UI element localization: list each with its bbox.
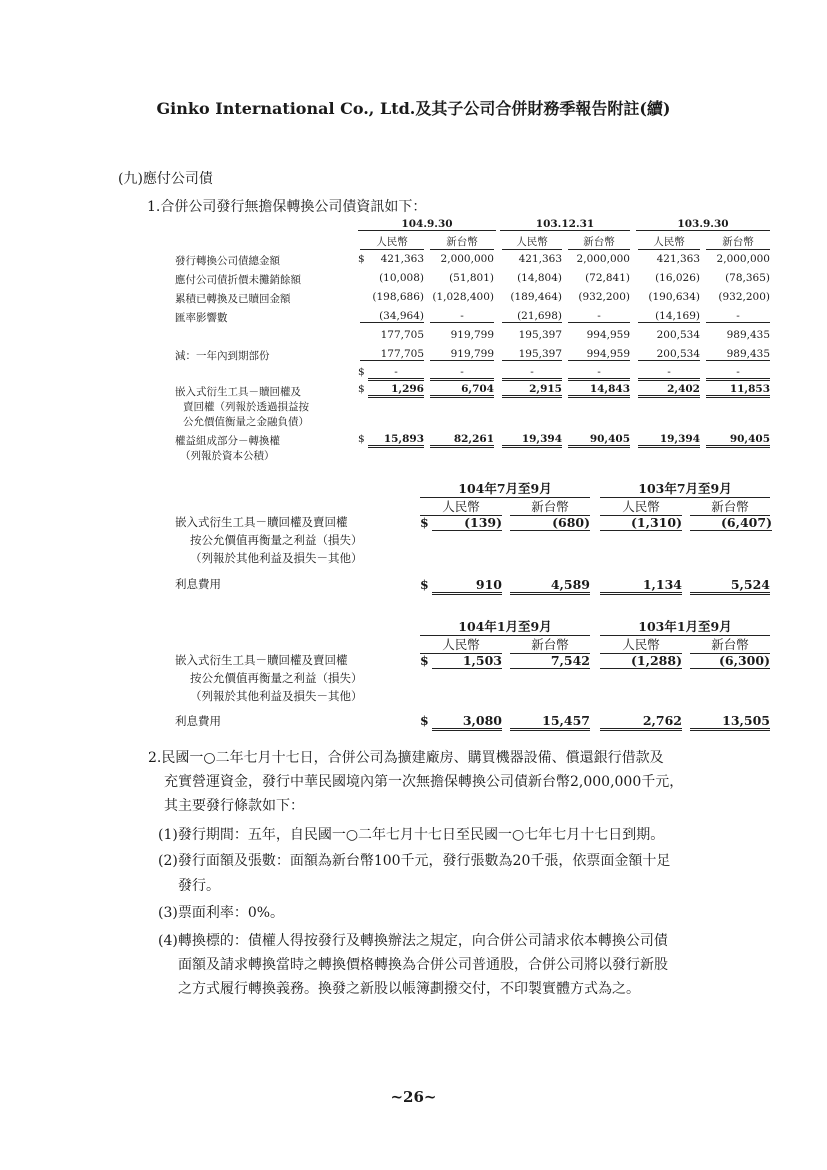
- table-cell: 989,435: [726, 329, 770, 341]
- table-cell: 1,503: [432, 653, 502, 669]
- period-header: 104年7月至9月: [420, 479, 590, 498]
- table-cell: (680): [510, 515, 590, 531]
- table-cell: (1,288): [600, 653, 682, 669]
- table-cell: -: [568, 366, 630, 381]
- section-heading: (九)應付公司債: [118, 171, 213, 187]
- table-cell: -: [502, 366, 562, 381]
- table-cell: 11,853: [706, 383, 770, 398]
- table-cell: -: [706, 310, 770, 323]
- term-item: 發行。: [178, 878, 220, 894]
- column-header: 人民幣: [502, 234, 562, 250]
- table-cell: 19,394: [638, 433, 700, 448]
- currency-symbol: $: [420, 653, 429, 668]
- row-label: 減：一年內到期部份: [175, 350, 270, 362]
- table-cell: 919,799: [450, 329, 494, 341]
- table-cell: (21,698): [502, 310, 562, 323]
- table-cell: 2,000,000: [440, 253, 494, 265]
- period-header: 103.12.31: [500, 218, 630, 231]
- table-cell: 421,363: [380, 253, 424, 265]
- row-label: 權益組成部分－轉換權: [175, 435, 280, 447]
- paragraph-line: 2.民國一○二年七月十七日，合併公司為擴建廠房、購買機器設備、償還銀行借款及: [148, 750, 664, 766]
- table-cell: 919,799: [430, 348, 494, 361]
- row-label: 嵌入式衍生工具－贖回權及賣回權: [175, 653, 348, 667]
- row-label: 賣回權（列報於透過損益按: [183, 401, 309, 413]
- table-cell: 15,457: [510, 713, 590, 731]
- row-label: （列報於其他利益及損失－其他）: [190, 551, 363, 565]
- column-header: 新台幣: [510, 635, 590, 654]
- table-cell: 2,402: [638, 383, 700, 398]
- column-header: 人民幣: [420, 635, 502, 654]
- period-header: 103年1月至9月: [600, 617, 770, 636]
- currency-symbol: $: [358, 253, 365, 265]
- term-item: (2)發行面額及張數：面額為新台幣100千元，發行張數為20千張，依票面金額十足: [158, 853, 671, 869]
- table-cell: 200,534: [638, 348, 700, 361]
- row-label: 按公允價值再衡量之利益（損失）: [190, 671, 363, 685]
- table-cell: 2,000,000: [576, 253, 630, 265]
- table-cell: 14,843: [568, 383, 630, 398]
- table-cell: (51,801): [449, 272, 494, 284]
- table-cell: (72,841): [585, 272, 630, 284]
- table-cell: -: [430, 366, 494, 381]
- paragraph-line: 充實營運資金，發行中華民國境內第一次無擔保轉換公司債新台幣2,000,000千元，: [164, 774, 684, 790]
- currency-symbol: $: [420, 713, 429, 728]
- table-cell: -: [638, 366, 700, 381]
- table-cell: (932,200): [578, 291, 630, 303]
- row-label: 利息費用: [175, 714, 221, 728]
- table-cell: (34,964): [360, 310, 424, 323]
- table-cell: 1,134: [600, 577, 682, 595]
- table-cell: 15,893: [368, 433, 424, 448]
- term-item: 之方式履行轉換義務。換發之新股以帳簿劃撥交付，不印製實體方式為之。: [178, 981, 640, 997]
- table-cell: 82,261: [430, 433, 494, 448]
- table-cell: 90,405: [706, 433, 770, 448]
- page-title: Ginko International Co., Ltd.及其子公司合併財務季報告附註(續): [156, 99, 671, 118]
- term-item: (4)轉換標的：債權人得按發行及轉換辦法之規定，向合併公司請求依本轉換公司債: [158, 933, 668, 949]
- term-item: (3)票面利率：0%。: [158, 905, 285, 921]
- table-cell: 90,405: [568, 433, 630, 448]
- row-label: 嵌入式衍生工具－贖回權及: [175, 386, 301, 398]
- table-cell: (14,169): [638, 310, 700, 323]
- table-cell: (6,300): [690, 653, 770, 669]
- table-cell: 910: [432, 577, 502, 595]
- row-label: （列報於資本公積）: [180, 450, 275, 462]
- table-cell: 994,959: [586, 329, 630, 341]
- period-header: 104.9.30: [358, 218, 496, 231]
- column-header: 人民幣: [420, 497, 502, 516]
- table-cell: 7,542: [510, 653, 590, 669]
- column-header: 新台幣: [690, 635, 770, 654]
- column-header: 人民幣: [600, 635, 682, 654]
- table-cell: 177,705: [360, 348, 424, 361]
- table-cell: (1,310): [600, 515, 682, 531]
- row-label: 嵌入式衍生工具－贖回權及賣回權: [175, 515, 348, 529]
- table-cell: 3,080: [432, 713, 502, 731]
- column-header: 新台幣: [510, 497, 590, 516]
- table-cell: (139): [432, 515, 502, 531]
- table-cell: 200,534: [656, 329, 700, 341]
- table-cell: (10,008): [379, 272, 424, 284]
- table-cell: (6,407): [690, 515, 772, 531]
- period-header: 103.9.30: [636, 218, 770, 231]
- currency-symbol: $: [358, 433, 365, 445]
- table-cell: -: [568, 310, 630, 323]
- term-item: 面額及請求轉換當時之轉換價格轉換為合併公司普通股，合併公司將以發行新股: [178, 957, 668, 973]
- row-label: 公允價值衡量之金融負債）: [183, 416, 309, 428]
- column-header: 新台幣: [706, 234, 770, 250]
- table-cell: (189,464): [510, 291, 562, 303]
- term-item: (1)發行期間：五年，自民國一○二年七月十七日至民國一○七年七月十七日到期。: [158, 827, 665, 843]
- table-cell: 989,435: [706, 348, 770, 361]
- table-cell: 2,000,000: [716, 253, 770, 265]
- table-cell: 421,363: [518, 253, 562, 265]
- column-header: 新台幣: [568, 234, 630, 250]
- table-cell: 5,524: [690, 577, 770, 595]
- currency-symbol: $: [358, 383, 365, 395]
- table-cell: (1,028,400): [432, 291, 494, 303]
- currency-symbol: $: [420, 577, 429, 592]
- column-header: 新台幣: [690, 497, 770, 516]
- row-label: 匯率影響數: [175, 312, 228, 324]
- table-cell: 6,704: [430, 383, 494, 398]
- table-cell: 195,397: [518, 329, 562, 341]
- paragraph-line: 其主要發行條款如下：: [164, 798, 304, 814]
- column-header: 人民幣: [600, 497, 682, 516]
- currency-symbol: $: [420, 515, 429, 530]
- column-header: 新台幣: [430, 234, 494, 250]
- table-cell: 421,363: [656, 253, 700, 265]
- table-cell: -: [368, 366, 424, 381]
- table-cell: (78,365): [725, 272, 770, 284]
- table-cell: (932,200): [718, 291, 770, 303]
- page-number: ~26~: [390, 1088, 437, 1106]
- period-header: 104年1月至9月: [420, 617, 590, 636]
- currency-symbol: $: [358, 366, 365, 378]
- row-label: （列報於其他利益及損失－其他）: [190, 689, 363, 703]
- table-cell: (16,026): [655, 272, 700, 284]
- row-label: 應付公司債折價未攤銷餘額: [175, 274, 301, 286]
- subsection-heading: 1.合併公司發行無擔保轉換公司債資訊如下：: [147, 199, 427, 215]
- table-cell: 2,915: [502, 383, 562, 398]
- table-cell: 13,505: [690, 713, 770, 731]
- column-header: 人民幣: [360, 234, 424, 250]
- row-label: 利息費用: [175, 577, 221, 591]
- period-header: 103年7月至9月: [600, 479, 770, 498]
- table-cell: (190,634): [648, 291, 700, 303]
- table-cell: (14,804): [517, 272, 562, 284]
- table-cell: 19,394: [502, 433, 562, 448]
- column-header: 人民幣: [638, 234, 700, 250]
- table-cell: -: [706, 366, 770, 381]
- table-cell: 1,296: [368, 383, 424, 398]
- table-cell: 177,705: [380, 329, 424, 341]
- table-cell: (198,686): [372, 291, 424, 303]
- row-label: 按公允價值再衡量之利益（損失）: [190, 533, 363, 547]
- table-cell: 2,762: [600, 713, 682, 731]
- row-label: 發行轉換公司債總金額: [175, 255, 280, 267]
- table-cell: 994,959: [568, 348, 630, 361]
- table-cell: 195,397: [502, 348, 562, 361]
- table-cell: -: [430, 310, 494, 323]
- row-label: 累積已轉換及已贖回金額: [175, 293, 291, 305]
- table-cell: 4,589: [510, 577, 590, 595]
